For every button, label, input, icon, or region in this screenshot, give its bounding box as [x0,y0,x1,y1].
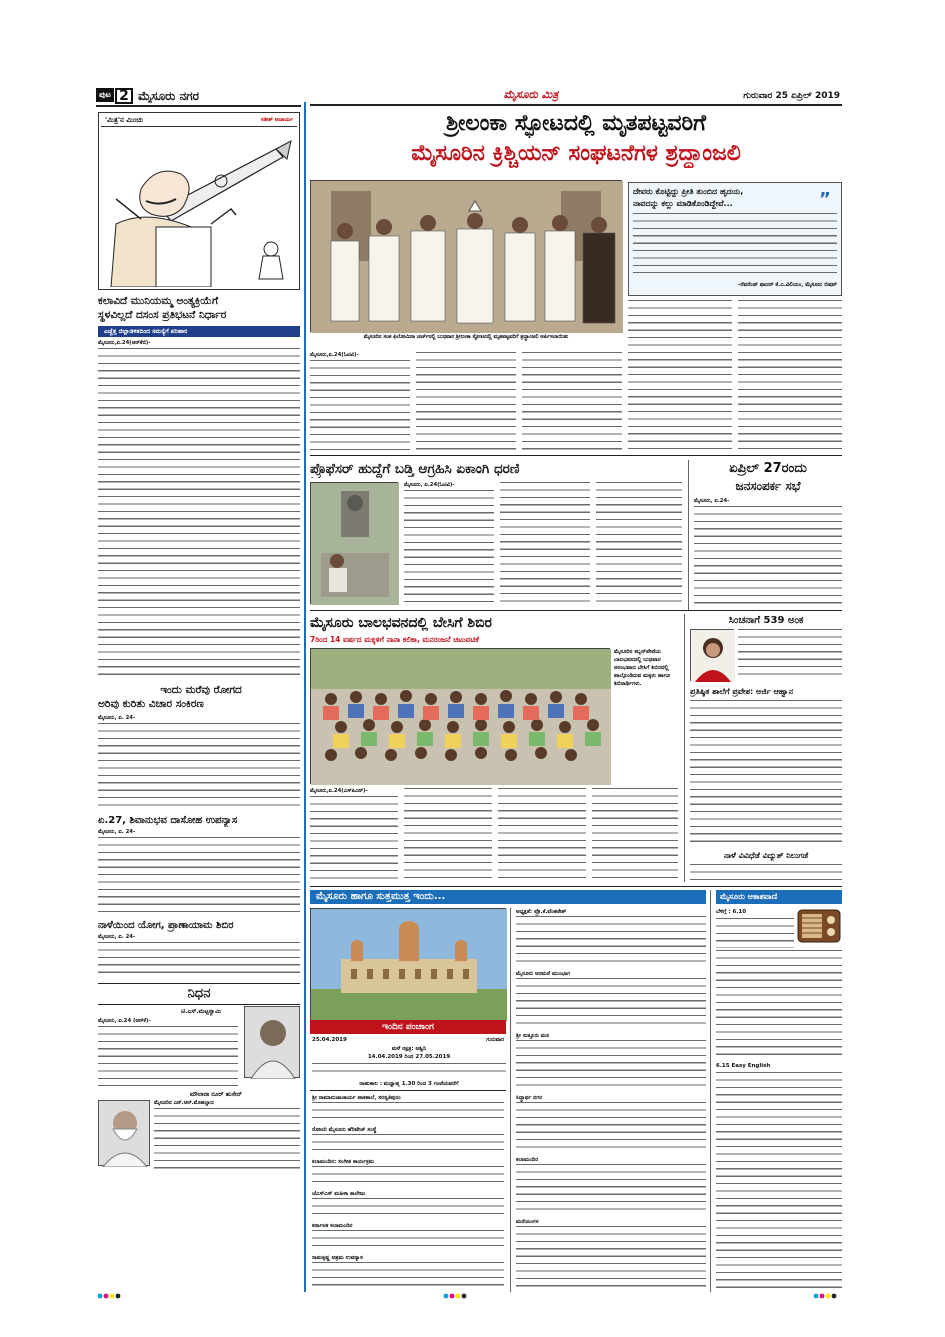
obituary-body1 [98,1026,238,1086]
paper-name: ಮೈಸೂರು ಮಿತ್ರ [503,88,559,101]
today-col2-body [516,1164,706,1216]
pull-quote-line1: ದೇವರು ಕೊಟ್ಟಿದ್ದು ಪ್ರೀತಿ ತುಂಬಿದ ಹೃದಯ, [633,187,744,196]
left-story1-subhead: ಎಚ್ಚೆತ್ತ ಜಿಲ್ಲಾಡಳಿತದಿಂದ ಸಮಸ್ಯೆಗೆ ಪರಿಹಾರ [98,326,300,337]
power-headline: ನಾಳೆ ವಿವಿಧೆಡೆ ವಿದ್ಯುತ್ ನಿಲುಗಡೆ [723,851,809,860]
today-col2-item: ಶ್ರೀ ಸುತ್ತೂರು ಮಠ [516,1033,550,1039]
akashavani-header: ಮೈಸೂರು ಆಕಾಶವಾಣಿ [720,892,778,901]
lead-dateline: ಮೈಸೂರು,ಏ.24(ಓಟಿವಿ)- [310,352,359,358]
akashavani-program: 6.15 Easy English [716,1063,771,1069]
registration-marks [96,1286,842,1296]
today-col2-item: ಮನೆಯಂಗಳ [516,1219,539,1225]
event-item: ಕಲಾಮಂದಿರ: ಸಂಗೀತ ಕಾರ್ಯಕ್ರಮ [312,1159,375,1165]
pull-quote-line2: ನಾವದನ್ನು ಕಲ್ಲು ಮಾಡಿಕೊಂಡಿದ್ದೇವೆ... [633,199,733,208]
lead-body-col3 [522,352,622,450]
akashavani-body3 [716,1072,842,1292]
panchanga-nakshatra: ಮಳೆ ನಕ್ಷತ್ರ: ಅಶ್ವಿನಿ [391,1046,427,1052]
event-item: ಕರ್ನಾಟಕ ಕಲಾಮಂದಿರ [312,1223,353,1229]
balabhavana-body-col1 [310,796,398,880]
left-story4-dateline: ಮೈಸೂರು, ಏ. 24- [98,934,136,940]
lead-body-col2 [416,352,516,450]
obituary-dateline1: ಮೈಸೂರು, ಏ.24 (ಆರ್‌ಕೆ)- [98,1018,151,1024]
event-body [312,1198,504,1220]
col-rule-right [684,614,685,882]
today-header: ಮೈಸೂರು ಹಾಗೂ ಸುತ್ತಮುತ್ತ ಇಂದು... [316,891,446,902]
left-story2-headline2: ಅರಿವು ಕುರಿತು ವಿಚಾರ ಸಂಕಿರಣ [98,698,204,710]
event-body [312,1134,504,1156]
cartoon-frame [98,112,300,290]
today-col2-body [516,1226,706,1290]
left-story1-body [98,348,300,678]
left-story4-headline: ನಾಳೆಯಿಂದ ಯೋಗ, ಪ್ರಾಣಾಯಾಮ ಶಿಬಿರ [98,920,234,931]
today-col2-body [516,916,706,968]
today-col2-item: ಅಧ್ಯಕ್ಷತೆ: ಪ್ರೊ.ಕೆ.ವೆಂಕಟೇಶ್ [516,909,567,915]
balabhavana-dateline: ಮೈಸೂರು,ಏ.24(ಎಸ್‌ಪಿಎನ್)- [310,788,368,794]
event-item: ರೋಟರಿ ಮೈಸೂರು ಹೆರಿಟೇಜ್ ಸಂಸ್ಥೆ [312,1127,377,1133]
panchanga-bar [310,1020,506,1034]
event-item: ಜೆಎಸ್‌ಎಸ್ ಮಹಿಳಾ ಕಾಲೇಜು [312,1191,366,1197]
divider-2 [310,610,842,611]
events-list [310,1094,506,1292]
event-item: ರಾಮಕೃಷ್ಣ ಆಶ್ರಮ ಉಪನ್ಯಾಸ [312,1255,363,1261]
lead-headline-line1: ಶ್ರೀಲಂಕಾ ಸ್ಫೋಟದಲ್ಲಿ ಮೃತಪಟ್ಟವರಿಗೆ [446,111,706,136]
power-body [690,864,842,882]
left-story1-dateline: ಮೈಸೂರು,ಏ.24(ಆರ್‌ಕೆಬಿ)- [98,340,151,346]
lead-body-col4 [628,300,732,450]
jana-headline1: ಏಪ್ರಿಲ್ 27ರಂದು [729,461,807,476]
obituary-photo1 [244,1006,300,1078]
panchanga-nakshatra-dates: 14.04.2019 ರಿಂದ 27.05.2019 [367,1054,451,1060]
left-story3-body [98,837,300,914]
professor-headline: ಪ್ರೊಫೆಸರ್ ಹುದ್ದೆಗೆ ಬಡ್ತಿ ಆಗ್ರಹಿಸಿ ಏಕಾಂಗಿ ಧರಣಿ [310,461,520,477]
divider-1 [310,455,842,456]
page-label: ಪುಟ [96,88,114,102]
col-rule-jana [688,460,689,610]
panchanga-rule [310,1090,506,1091]
radio-icon [796,906,842,946]
panchanga-weekday: ಗುರುವಾರ [486,1037,504,1043]
balabhavana-photo [310,648,610,784]
professor-photo [310,482,398,604]
jana-dateline: ಮೈಸೂರು, ಏ.24- [694,498,730,504]
pull-quote-attribution: -ರೆವರೆಂಡ್ ಫಾದರ್ ಕೆ.ಎ.ವಿಲಿಯಂ, ಮೈಸೂರು ಬಿಷಪ್ [738,282,837,288]
left-story4-body [98,942,300,978]
akashavani-body1 [716,918,794,948]
lead-headline-line2: ಮೈಸೂರಿನ ಕ್ರಿಶ್ಚಿಯನ್ ಸಂಘಟನೆಗಳ ಶ್ರದ್ಧಾಂಜಲಿ [411,141,741,166]
lead-body-col5 [738,300,842,450]
balabhavana-caption: ಮೈಸೂರಿನ ಕಬ್ಬನ್‌ಪೇಟೆಯ ಬಾಲಭವನದಲ್ಲಿ ಬುಧವಾರ ಆರಂಭವಾದ ಬೇಸಿಗೆ ಶಿಬಿರದಲ್ಲಿ ಪಾಲ್ಗೊಂಡಿರುವ ಮಕ್ಕಳು ಹಾಗೂ ಶಿಬಿರಾರ್ಥಿಗಳು. [614,649,671,687]
pull-quote-body [633,213,837,273]
balabhavana-body-col2 [404,788,492,880]
issue-date: ಗುರುವಾರ 25 ಏಪ್ರಿಲ್ 2019 [743,91,840,101]
newspaper-page [96,88,842,1300]
today-col2 [516,908,706,1292]
left-story3-headline: ಏ.27, ಶಿವಾನುಭವ ದಾಸೋಹ ಉಪನ್ಯಾಸ [98,815,238,826]
col-rule-today [510,908,511,1292]
lead-body-col1 [310,360,410,450]
section-title: ಮೈಸೂರು ನಗರ [138,89,200,103]
col-rule-radio [710,890,711,1292]
today-col2-item: ಸಿದ್ಧಾರ್ಥ ನಗರ [516,1095,543,1101]
cartoon-artist: ಸತೀಶ್ ಆಚಾರ್ಯ [260,117,293,123]
obituary-photo2 [98,1100,150,1166]
cartoon-header [101,115,297,127]
panchanga-body [312,1063,506,1078]
left-story1-headline2: ಸ್ಥಳವಿಲ್ಲದೆ ದಸಂಸ ಪ್ರತಿಭಟನೆ ನಿರ್ಧಾರ [98,309,227,321]
panchanga-rahukala: ರಾಹುಕಾಲ : ಮಧ್ಯಾಹ್ನ 1.30 ರಿಂದ 3 ಗಂಟೆಯವರೆಗೆ [359,1081,459,1087]
cartoon-title: 'ಮಿತ್ರ'ನ ಮಿಂಚು [105,116,144,124]
obituary-dateline2: ಮೈಸೂರಿನ ಎನ್.ಆರ್.ಮೊಹಲ್ಲಾದ [154,1100,214,1106]
obituary-name1: ಟಿ.ಎಸ್.ಮಟ್ಟಸ್ವಾಮಿ [181,1008,221,1015]
admission-headline: ಪ್ರತಿಷ್ಠಿತ ಶಾಲೆಗೆ ಪ್ರವೇಶ: ಅರ್ಜಿ ಆಹ್ವಾನ [690,687,794,696]
balabhavana-subhead: 7ರಿಂದ 14 ವರ್ಷದ ಮಕ್ಕಳಿಗೆ ನಾನಾ ಕಲಿಕಾ, ಮನರಂಜನೆ ಚಟುವಟಿಕೆ [310,635,479,644]
left-story2-body [98,723,300,809]
quote-mark-icon: ” [819,191,831,209]
page-number: 2 [115,88,133,104]
panchanga-date: 25.04.2019 [312,1037,347,1043]
professor-body-col2 [500,482,590,604]
score-headline: ಸಿಂಚನಾಗೆ 539 ಅಂಕ [728,615,804,626]
balabhavana-body-col4 [592,788,678,880]
panchanga-title: ಇಂದಿನ ಪಂಚಾಂಗ [382,1022,434,1032]
score-photo [690,629,734,681]
admission-body [690,700,842,844]
masthead-rule [310,104,842,106]
palace-photo [310,908,506,1020]
cartoon-drawing [101,129,297,287]
obituary-header: ನಿಧನ [187,986,211,1001]
score-body [738,629,842,681]
balabhavana-headline: ಮೈಸೂರು ಬಾಲಭವನದಲ್ಲಿ ಬೇಸಿಗೆ ಶಿಬಿರ [310,615,492,631]
today-col2-item: ಕಲಾಮಂದಿರ [516,1157,539,1163]
lead-photo-caption: ಮೈಸೂರಿನ ಸಂತ ಫಿಲೋಮಿನಾ ಚರ್ಚ್‌ನಲ್ಲಿ ಬುಧವಾರ ಶ್ರೀಲಂಕಾ ಸ್ಫೋಟದಲ್ಲಿ ಮೃತಪಟ್ಟವರಿಗೆ ಶ್ರದ್ಧಾಂಜಲಿ ಅರ್ಪಿಸಲಾಯಿತು [363,334,569,340]
left-story2-dateline: ಮೈಸೂರು, ಏ. 24- [98,715,136,721]
event-body [312,1230,504,1252]
left-story1-headline1: ಕಲಾವಿದೆ ಮುನಿಯಮ್ಮ ಅಂತ್ಯಕ್ರಿಯೆಗೆ [98,295,219,307]
today-header-bar [310,890,706,904]
pull-quote-box [628,182,842,296]
event-body [312,1166,504,1188]
left-story2-headline1: ಇಂದು ಮರೆವು ರೋಗದ [160,684,242,696]
balabhavana-body-col3 [498,788,586,880]
event-item: ಶ್ರೀ ರಾಮಾನುಜಾಚಾರ್ಯ ಪಾಕಶಾಲೆ, ಸರಸ್ವತಿಪುರಂ [312,1095,401,1101]
akashavani-time: ಬೆಳಿಗ್ಗೆ : 6.10 [716,909,747,915]
today-col2-body [516,1102,706,1154]
today-col2-body [516,978,706,1030]
obituary-rule2 [98,1004,300,1005]
jana-headline2: ಜನಸಂಪರ್ಕ ಸಭೆ [735,479,801,493]
professor-body-col3 [596,482,682,604]
jana-body [694,506,842,606]
obituary-body2 [154,1108,300,1174]
section-rule [96,105,301,107]
today-col2-item: ಮೈಸೂರು ಅರಮನೆ ಮುಂಭಾಗ [516,971,571,977]
column-separator [304,102,306,1292]
professor-body-col1 [404,490,494,604]
professor-dateline: ಮೈಸೂರು, ಏ.24(ಓಟಿವಿ)- [404,482,455,488]
left-story3-dateline: ಮೈಸೂರು, ಏ. 24- [98,829,136,835]
lead-photo [310,180,622,332]
akashavani-header-bar [716,890,842,904]
obituary-rule [98,983,300,984]
divider-3 [310,886,842,887]
akashavani-body2 [716,950,842,1060]
today-col2-body [516,1040,706,1092]
obituary-name2: ಮೌಲಾನಾ ನೂರ್ ಹುಸೇನ್ [189,1091,243,1098]
event-body [312,1102,504,1124]
